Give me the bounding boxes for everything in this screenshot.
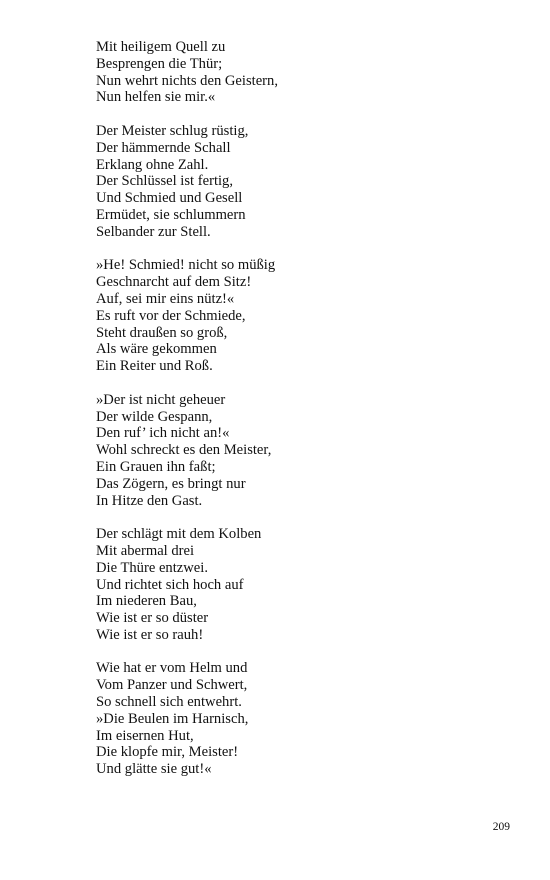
verse-line: Nun wehrt nichts den Geistern, xyxy=(96,72,278,89)
verse-line: Steht draußen so groß, xyxy=(96,324,228,341)
verse-line: So schnell sich entwehrt. xyxy=(96,694,242,711)
verse-line: Im eisernen Hut, xyxy=(96,727,194,744)
verse-line: Als wäre gekommen xyxy=(96,341,217,358)
verse-line: In Hitze den Gast. xyxy=(96,492,203,509)
verse-line: Es ruft vor der Schmiede, xyxy=(96,307,246,324)
stanza-6 xyxy=(96,660,456,778)
verse-line: Und glätte sie gut!« xyxy=(96,761,212,778)
verse-line: Wie hat er vom Helm und xyxy=(96,660,248,677)
verse-line: »Der ist nicht geheuer xyxy=(96,391,226,408)
stanza-1 xyxy=(96,39,456,106)
verse-line: Erklang ohne Zahl. xyxy=(96,156,209,173)
verse-line: Besprengen die Thür; xyxy=(96,55,223,72)
page-number: 209 xyxy=(492,821,510,833)
stanza-3 xyxy=(96,257,456,375)
stanza-4 xyxy=(96,392,456,510)
poem-text xyxy=(96,39,456,795)
verse-line: Wie ist er so rauh! xyxy=(96,626,204,643)
verse-line: »He! Schmied! nicht so müßig xyxy=(96,257,276,274)
verse-line: Geschnarcht auf dem Sitz! xyxy=(96,274,252,291)
verse-line: Nun helfen sie mir.« xyxy=(96,89,216,106)
verse-line: Das Zögern, es bringt nur xyxy=(96,475,246,492)
verse-line: Vom Panzer und Schwert, xyxy=(96,677,248,694)
verse-line: Im niederen Bau, xyxy=(96,593,197,610)
verse-line: Der schlägt mit dem Kolben xyxy=(96,526,262,543)
verse-line: »Die Beulen im Harnisch, xyxy=(96,710,249,727)
verse-line: Den ruf’ ich nicht an!« xyxy=(96,425,230,442)
verse-line: Die klopfe mir, Meister! xyxy=(96,744,239,761)
verse-line: Mit abermal drei xyxy=(96,542,195,559)
verse-line: Wie ist er so düster xyxy=(96,610,209,627)
verse-line: Die Thüre entzwei. xyxy=(96,559,208,576)
verse-line: Der Schlüssel ist fertig, xyxy=(96,173,233,190)
verse-line: Ein Grauen ihn faßt; xyxy=(96,458,216,475)
verse-line: Selbander zur Stell. xyxy=(96,223,211,240)
verse-line: Auf, sei mir eins nütz!« xyxy=(96,290,235,307)
verse-line: Und Schmied und Gesell xyxy=(96,190,243,207)
verse-line: Der Meister schlug rüstig, xyxy=(96,122,249,139)
verse-line: Mit heiligem Quell zu xyxy=(96,39,226,55)
verse-line: Der hämmernde Schall xyxy=(96,139,231,156)
verse-line: Ein Reiter und Roß. xyxy=(96,358,213,375)
verse-line: Und richtet sich hoch auf xyxy=(96,576,244,593)
stanza-2 xyxy=(96,123,456,241)
verse-line: Der wilde Gespann, xyxy=(96,408,213,425)
verse-line: Ermüdet, sie schlummern xyxy=(96,206,246,223)
stanza-5 xyxy=(96,526,456,644)
verse-line: Wohl schreckt es den Meister, xyxy=(96,442,272,459)
